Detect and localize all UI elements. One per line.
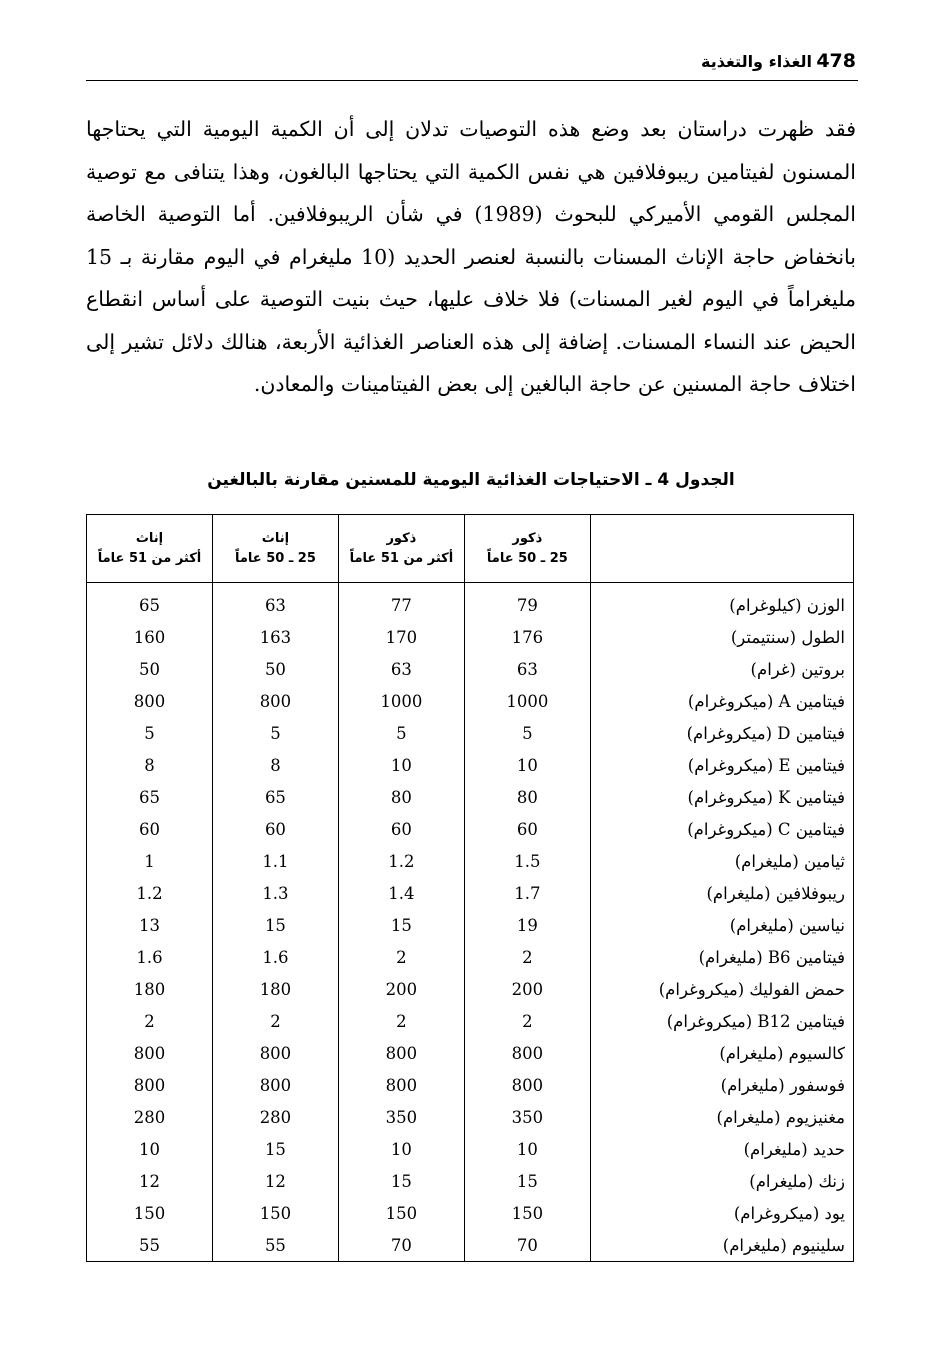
row-label: فيتامين B12 (ميكروغرام) [590,1005,853,1037]
table-row [87,717,854,749]
table-cell: 160 [87,621,213,653]
table-cell: 1 [87,845,213,877]
row-label: حديد (مليغرام) [590,1133,853,1165]
table-cell: 200 [464,973,590,1005]
table-cell: 163 [212,621,338,653]
row-label: الطول (سنتيمتر) [590,621,853,653]
table-cell: 63 [338,653,464,685]
table-cell: 1.4 [338,877,464,909]
column-header [464,515,590,583]
table-cell: 2 [338,1005,464,1037]
table-cell: 60 [87,813,213,845]
row-label: كالسيوم (مليغرام) [590,1037,853,1069]
column-group: إناث [261,530,290,546]
table-cell: 63 [212,583,338,622]
table-cell: 200 [338,973,464,1005]
table-cell: 8 [212,749,338,781]
row-label: فيتامين D (ميكروغرام) [590,717,853,749]
table-cell: 1.6 [212,941,338,973]
table-cell: 280 [212,1101,338,1133]
row-label: ريبوفلافين (مليغرام) [590,877,853,909]
table-cell: 180 [212,973,338,1005]
table-cell: 800 [338,1037,464,1069]
column-range: أكثر من 51 عاماً [349,550,454,566]
table-cell: 15 [338,1165,464,1197]
table-cell: 2 [87,1005,213,1037]
table-cell: 1.6 [87,941,213,973]
table-cell: 1000 [338,685,464,717]
table-cell: 65 [87,583,213,622]
table-cell: 800 [212,1037,338,1069]
table-cell: 60 [212,813,338,845]
column-header [212,515,338,583]
table-cell: 1.7 [464,877,590,909]
table-cell: 55 [212,1229,338,1262]
row-label: فيتامين B6 (مليغرام) [590,941,853,973]
table-cell: 12 [212,1165,338,1197]
table-header-row [87,515,854,583]
table-cell: 15 [212,1133,338,1165]
table-cell: 150 [464,1197,590,1229]
table-caption: الجدول 4 ـ الاحتياجات الغذائية اليومية للمسنين مقارنة بالبالغين [207,470,735,490]
table-cell: 800 [338,1069,464,1101]
running-title: الغذاء والتغذية [701,52,812,71]
table-cell: 800 [87,685,213,717]
table-row [87,973,854,1005]
table-cell: 60 [464,813,590,845]
table-cell: 10 [464,1133,590,1165]
table-cell: 10 [338,749,464,781]
row-label: يود (ميكروغرام) [590,1197,853,1229]
table-cell: 5 [464,717,590,749]
row-label: فيتامين C (ميكروغرام) [590,813,853,845]
table-cell: 5 [87,717,213,749]
table-row [87,845,854,877]
table-cell: 2 [212,1005,338,1037]
table-cell: 15 [338,909,464,941]
table-cell: 150 [338,1197,464,1229]
table-cell: 1.1 [212,845,338,877]
table-cell: 10 [338,1133,464,1165]
table-row [87,909,854,941]
row-label: فيتامين A (ميكروغرام) [590,685,853,717]
table-cell: 2 [464,941,590,973]
table-cell: 12 [87,1165,213,1197]
table-cell: 50 [212,653,338,685]
row-label: فيتامين E (ميكروغرام) [590,749,853,781]
table-cell: 180 [87,973,213,1005]
column-header [338,515,464,583]
table-cell: 800 [87,1069,213,1101]
column-range: 25 ـ 50 عاماً [486,550,568,566]
table-cell: 280 [87,1101,213,1133]
table-cell: 80 [338,781,464,813]
table-body [87,583,854,1262]
table-row [87,1101,854,1133]
row-label: سلينيوم (مليغرام) [590,1229,853,1262]
table-cell: 1.5 [464,845,590,877]
column-range: أكثر من 51 عاماً [97,550,202,566]
table-row [87,1005,854,1037]
table-row [87,621,854,653]
table-row [87,1133,854,1165]
table-row [87,583,854,622]
row-label: بروتين (غرام) [590,653,853,685]
row-label: مغنيزيوم (مليغرام) [590,1101,853,1133]
table-cell: 8 [87,749,213,781]
body-paragraph: فقد ظهرت دراستان بعد وضع هذه التوصيات تدلان إلى أن الكمية اليومية التي يحتاجها المسنون لفيتامين ريبوفلافين هي نفس الكمية التي يحتاجها البالغون، وهذا يتنافى مع توصية المجلس القومي الأميركي للبحوث (1989) في شأن الريبوفلافين. أما التوصية الخاصة بانخفاض حاجة الإناث المسنات بالنسبة لعنصر الحديد (10 مليغرام في اليوم مقارنة بـ 15 مليغراماً في اليوم لغير المسنات) فلا خلاف عليها، حيث بنيت التوصية على أساس انقطاع الحيض عند النساء المسنات. إضافة إلى هذه العناصر الغذائية الأربعة، هنالك دلائل تشير إلى اختلاف حاجة المسنين عن حاجة البالغين إلى بعض الفيتامينات والمعادن. [86,117,856,396]
table-row [87,653,854,685]
column-header [87,515,213,583]
table-cell: 800 [464,1069,590,1101]
column-group: ذكور [386,530,417,546]
table-cell: 800 [212,1069,338,1101]
table-cell: 77 [338,583,464,622]
table-cell: 79 [464,583,590,622]
column-range: 25 ـ 50 عاماً [234,550,316,566]
table-cell: 50 [87,653,213,685]
table-cell: 350 [464,1101,590,1133]
table-cell: 65 [87,781,213,813]
table-row [87,1229,854,1262]
table-cell: 5 [338,717,464,749]
table-row [87,1069,854,1101]
table-cell: 5 [212,717,338,749]
table-cell: 55 [87,1229,213,1262]
table-cell: 10 [464,749,590,781]
table-cell: 70 [464,1229,590,1262]
body-paragraph-block [86,108,856,406]
row-label: نياسين (مليغرام) [590,909,853,941]
column-group: إناث [135,530,164,546]
table-row [87,813,854,845]
page-number: 478 [816,50,856,72]
table-cell: 1000 [464,685,590,717]
row-label: الوزن (كيلوغرام) [590,583,853,622]
table-cell: 800 [87,1037,213,1069]
table-cell: 176 [464,621,590,653]
row-label: فوسفور (مليغرام) [590,1069,853,1101]
table-cell: 350 [338,1101,464,1133]
table-cell: 80 [464,781,590,813]
table-row [87,1197,854,1229]
table-cell: 1.3 [212,877,338,909]
table-cell: 1.2 [87,877,213,909]
table-cell: 2 [464,1005,590,1037]
table-cell: 1.2 [338,845,464,877]
header-corner-cell [590,515,853,583]
table-cell: 13 [87,909,213,941]
table-row [87,749,854,781]
table-row [87,1165,854,1197]
table-row [87,941,854,973]
nutrition-table [86,514,854,1262]
table-cell: 60 [338,813,464,845]
table-row [87,877,854,909]
table-cell: 70 [338,1229,464,1262]
table-row [87,1037,854,1069]
table-row [87,685,854,717]
table-cell: 63 [464,653,590,685]
column-group: ذكور [512,530,543,546]
table-cell: 170 [338,621,464,653]
row-label: ثيامين (مليغرام) [590,845,853,877]
table-cell: 65 [212,781,338,813]
page-header [86,46,858,81]
table-cell: 10 [87,1133,213,1165]
table-cell: 800 [212,685,338,717]
table-cell: 150 [87,1197,213,1229]
table-cell: 150 [212,1197,338,1229]
row-label: حمض الفوليك (ميكروغرام) [590,973,853,1005]
table-cell: 15 [464,1165,590,1197]
table-cell: 2 [338,941,464,973]
table-cell: 800 [464,1037,590,1069]
table-row [87,781,854,813]
table-cell: 19 [464,909,590,941]
row-label: فيتامين K (ميكروغرام) [590,781,853,813]
table-cell: 15 [212,909,338,941]
row-label: زنك (مليغرام) [590,1165,853,1197]
